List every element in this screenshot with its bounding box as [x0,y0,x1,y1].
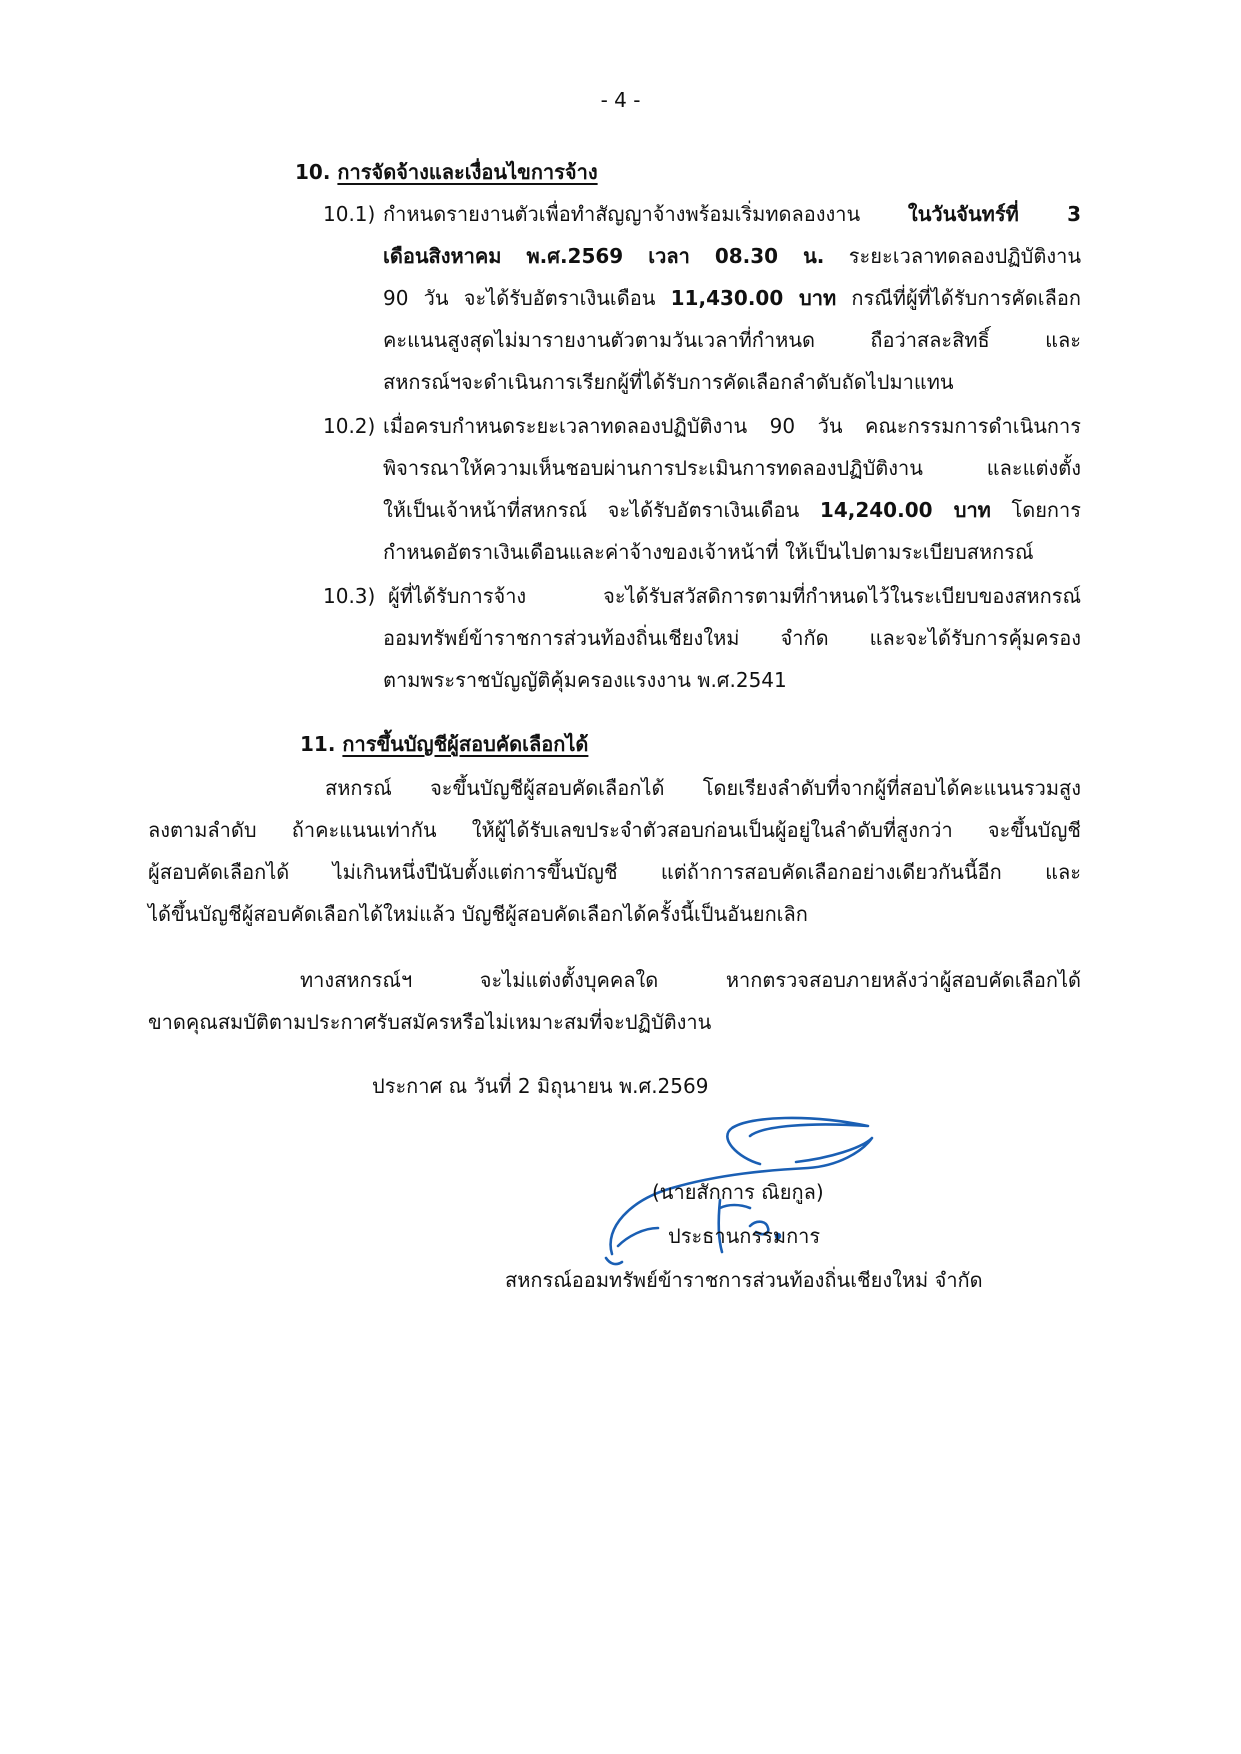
closing-line-2: ขาดคุณสมบัติตามประกาศรับสมัครหรือไม่เหมาะสมที่จะปฏิบัติงาน [148,1010,712,1034]
item-10-2-number: 10.2) [323,414,376,438]
section-11-line-1: สหกรณ์ จะขึ้นบัญชีผู้สอบคัดเลือกได้ โดยเรียงลำดับที่จากผู้ที่สอบได้คะแนนรวมสูง [325,776,1081,800]
item-10-3-line-2: ออมทรัพย์ข้าราชการส่วนท้องถิ่นเชียงใหม่ จำกัด และจะได้รับการคุ้มครอง [383,626,1081,650]
item-10-3-number: 10.3) [323,584,376,608]
page-number: - 4 - [600,88,641,112]
item-10-1-month-bold: เดือนสิงหาคม พ.ศ.2569 เวลา 08.30 น. [383,244,825,268]
item-10-1-text: กรณีที่ผู้ที่ได้รับการคัดเลือก [836,286,1082,310]
item-10-1-text: กำหนดรายงานตัวเพื่อทำสัญญาจ้างพร้อมเริ่มทดลองงาน [383,202,908,226]
section-10-number: 10. [295,160,331,184]
item-10-2-salary-bold: 14,240.00 บาท [819,498,991,522]
item-10-1-line-5: สหกรณ์ฯจะดำเนินการเรียกผู้ที่ได้รับการคัดเลือกลำดับถัดไปมาแทน [383,370,954,394]
signatory-position: ประธานกรรมการ [668,1224,821,1248]
item-10-1-line-4: คะแนนสูงสุดไม่มารายงานตัวตามวันเวลาที่กำหนด ถือว่าสละสิทธิ์ และ [383,328,1081,352]
section-11-line-2: ลงตามลำดับ ถ้าคะแนนเท่ากัน ให้ผู้ได้รับเลขประจำตัวสอบก่อนเป็นผู้อยู่ในลำดับที่สูงกว่า จะขึ้นบัญชี [148,818,1081,842]
signatory-organization: สหกรณ์ออมทรัพย์ข้าราชการส่วนท้องถิ่นเชียงใหม่ จำกัด [505,1268,983,1292]
item-10-2-line-4: กำหนดอัตราเงินเดือนและค่าจ้างของเจ้าหน้าที่ ให้เป็นไปตามระเบียบสหกรณ์ [383,540,1034,564]
item-10-3-line-1: ผู้ที่ได้รับการจ้าง จะได้รับสวัสดิการตามที่กำหนดไว้ในระเบียบของสหกรณ์ [388,584,1081,608]
item-10-2-text: โดยการ [990,498,1081,522]
item-10-3-line-3: ตามพระราชบัญญัติคุ้มครองแรงงาน พ.ศ.2541 [383,668,787,692]
closing-line-1: ทางสหกรณ์ฯ จะไม่แต่งตั้งบุคคลใด หากตรวจสอบภายหลังว่าผู้สอบคัดเลือกได้ [300,968,1081,992]
item-10-1-line-3 [383,284,1081,312]
signatory-name: (นายสักการ ณิยกูล) [652,1180,824,1204]
item-10-1-salary-bold: 11,430.00 บาท [670,286,837,310]
section-11-line-3: ผู้สอบคัดเลือกได้ ไม่เกินหนึ่งปีนับตั้งแต่การขึ้นบัญชี แต่ถ้าการสอบคัดเลือกอย่างเดียวกันนี้อีก และ [148,860,1081,884]
item-10-2-line-2: พิจารณาให้ความเห็นชอบผ่านการประเมินการทดลองปฏิบัติงาน และแต่งตั้ง [383,456,1081,480]
item-10-1-date-bold: ในวันจันทร์ที่ 3 [907,202,1081,226]
item-10-1-text: 90 วัน จะได้รับอัตราเงินเดือน [383,286,671,310]
section-11-number: 11. [300,732,336,756]
item-10-1-line-1 [383,200,1081,228]
section-11-heading [300,730,588,758]
section-11-title: การขึ้นบัญชีผู้สอบคัดเลือกได้ [342,732,589,756]
item-10-1-line-2 [383,242,1081,270]
item-10-1-text: ระยะเวลาทดลองปฏิบัติงาน [824,244,1081,268]
item-10-2-line-3 [383,496,1081,524]
section-11-line-4: ได้ขึ้นบัญชีผู้สอบคัดเลือกได้ใหม่แล้ว บัญชีผู้สอบคัดเลือกได้ครั้งนี้เป็นอันยกเลิก [148,902,808,926]
section-10-heading [295,158,598,186]
item-10-2-line-1: เมื่อครบกำหนดระยะเวลาทดลองปฏิบัติงาน 90 วัน คณะกรรมการดำเนินการ [383,414,1081,438]
item-10-1-number: 10.1) [323,202,376,226]
announcement-date: ประกาศ ณ วันที่ 2 มิถุนายน พ.ศ.2569 [372,1074,709,1098]
item-10-2-text: ให้เป็นเจ้าหน้าที่สหกรณ์ จะได้รับอัตราเงินเดือน [383,498,820,522]
section-10-title: การจัดจ้างและเงื่อนไขการจ้าง [337,160,598,184]
